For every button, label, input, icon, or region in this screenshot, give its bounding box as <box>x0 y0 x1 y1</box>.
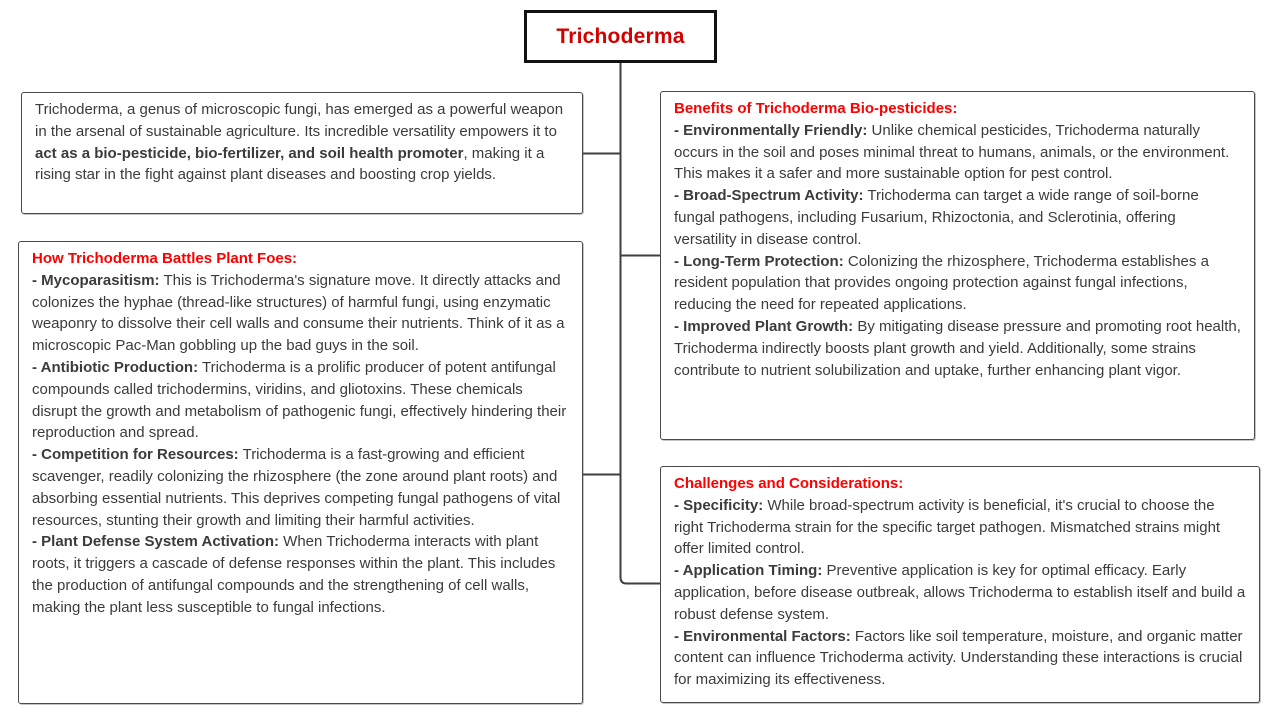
item-text: Trichoderma can target a wide range of soil-borne fungal pathogens, including Fusarium, Rhizoctonia, and Sclerotinia, offering versatility in disease control. <box>674 187 1199 248</box>
item-label: - Antibiotic Production: <box>32 358 199 376</box>
item-text: Trichoderma is a fast-growing and efficient scavenger, readily colonizing the rhizosphere (the zone around plant roots) and absorbing essential nutrients. This deprives competing fungal pathogens of vital resources, stunting their growth and limiting their harmful activities. <box>32 446 561 529</box>
item-label: - Environmentally Friendly: <box>674 121 868 139</box>
list-item <box>674 495 1246 560</box>
item-text: Colonizing the rhizosphere, Trichoderma establishes a resident population that provides ongoing protection against fungal infections, reducing the need for repeated applications. <box>674 252 1209 314</box>
item-label: - Improved Plant Growth: <box>674 317 854 335</box>
item-text: Factors like soil temperature, moisture, and organic matter content can influence Trichoderma activity. Understanding these interactions is crucial for maximizing its effectiveness. <box>674 627 1243 689</box>
intro-box <box>21 92 583 214</box>
item-text: When Trichoderma interacts with plant roots, it triggers a cascade of defense responses within the plant. This includes the production of antifungal compounds and the strengthening of cell walls, making the plant less susceptible to fungal infections. <box>32 533 556 616</box>
battles-heading: How Trichoderma Battles Plant Foes: <box>32 250 298 267</box>
list-item <box>674 185 1241 250</box>
list-item <box>674 120 1241 185</box>
challenges-box <box>660 466 1260 703</box>
diagram-title: Trichoderma <box>556 24 685 48</box>
item-text: Unlike chemical pesticides, Trichoderma naturally occurs in the soil and poses minimal threat to humans, animals, or the environment. This makes it a safer and more sustainable option for pest control. <box>674 121 1230 183</box>
item-label: - Plant Defense System Activation: <box>32 533 280 551</box>
list-item <box>674 251 1241 316</box>
item-text: By mitigating disease pressure and promoting root health, Trichoderma indirectly boosts plant growth and yield. Additionally, some strains contribute to nutrient solubilization and uptake, further enhancing plant vigor. <box>674 317 1241 379</box>
list-item <box>32 444 569 531</box>
item-label: - Mycoparasitism: <box>32 271 160 289</box>
list-item <box>32 270 569 357</box>
list-item <box>674 626 1246 691</box>
item-text: Preventive application is key for optimal efficacy. Early application, before disease outbreak, allows Trichoderma to establish itself and build a robust defense system. <box>674 562 1246 623</box>
challenges-heading: Challenges and Considerations: <box>674 475 904 492</box>
intro-paragraph <box>35 99 569 186</box>
item-text: While broad-spectrum activity is beneficial, it's crucial to choose the right Trichoderma strain for the specific target pathogen. Mismatched strains might offer limited control. <box>674 496 1221 558</box>
benefits-box <box>660 91 1255 440</box>
title-box <box>524 10 717 63</box>
list-item <box>674 316 1241 381</box>
item-label: - Long-Term Protection: <box>674 252 844 270</box>
intro-text-bold: act as a bio-pesticide, bio-fertilizer, and soil health promoter <box>35 144 464 162</box>
battles-box <box>18 241 583 704</box>
item-label: - Broad-Spectrum Activity: <box>674 187 864 205</box>
item-label: - Competition for Resources: <box>32 446 239 464</box>
intro-text-pre: Trichoderma, a genus of microscopic fungi, has emerged as a powerful weapon in the arsenal of sustainable agriculture. Its incredible versatility empowers it to <box>35 101 564 140</box>
item-label: - Specificity: <box>674 496 764 514</box>
item-label: - Environmental Factors: <box>674 627 851 645</box>
item-text: Trichoderma is a prolific producer of potent antifungal compounds called trichodermins, viridins, and gliotoxins. These chemicals disrupt the growth and metabolism of pathogenic fungi, effectively hindering their reproduction and spread. <box>32 358 567 442</box>
item-text: This is Trichoderma's signature move. It directly attacks and colonizes the hyphae (thread-like structures) of harmful fungi, using enzymatic weaponry to dissolve their cell walls and consume their nutrients. Think of it as a microscopic Pac-Man gobbling up the bad guys in the soil. <box>32 271 565 355</box>
item-label: - Application Timing: <box>674 562 823 580</box>
list-item <box>32 357 569 444</box>
list-item <box>674 560 1246 625</box>
list-item <box>32 531 569 618</box>
intro-text-post: , making it a rising star in the fight against plant diseases and boosting crop yields. <box>35 144 545 184</box>
connector-title-to-challenges <box>621 63 661 584</box>
benefits-heading: Benefits of Trichoderma Bio-pesticides: <box>674 100 958 117</box>
